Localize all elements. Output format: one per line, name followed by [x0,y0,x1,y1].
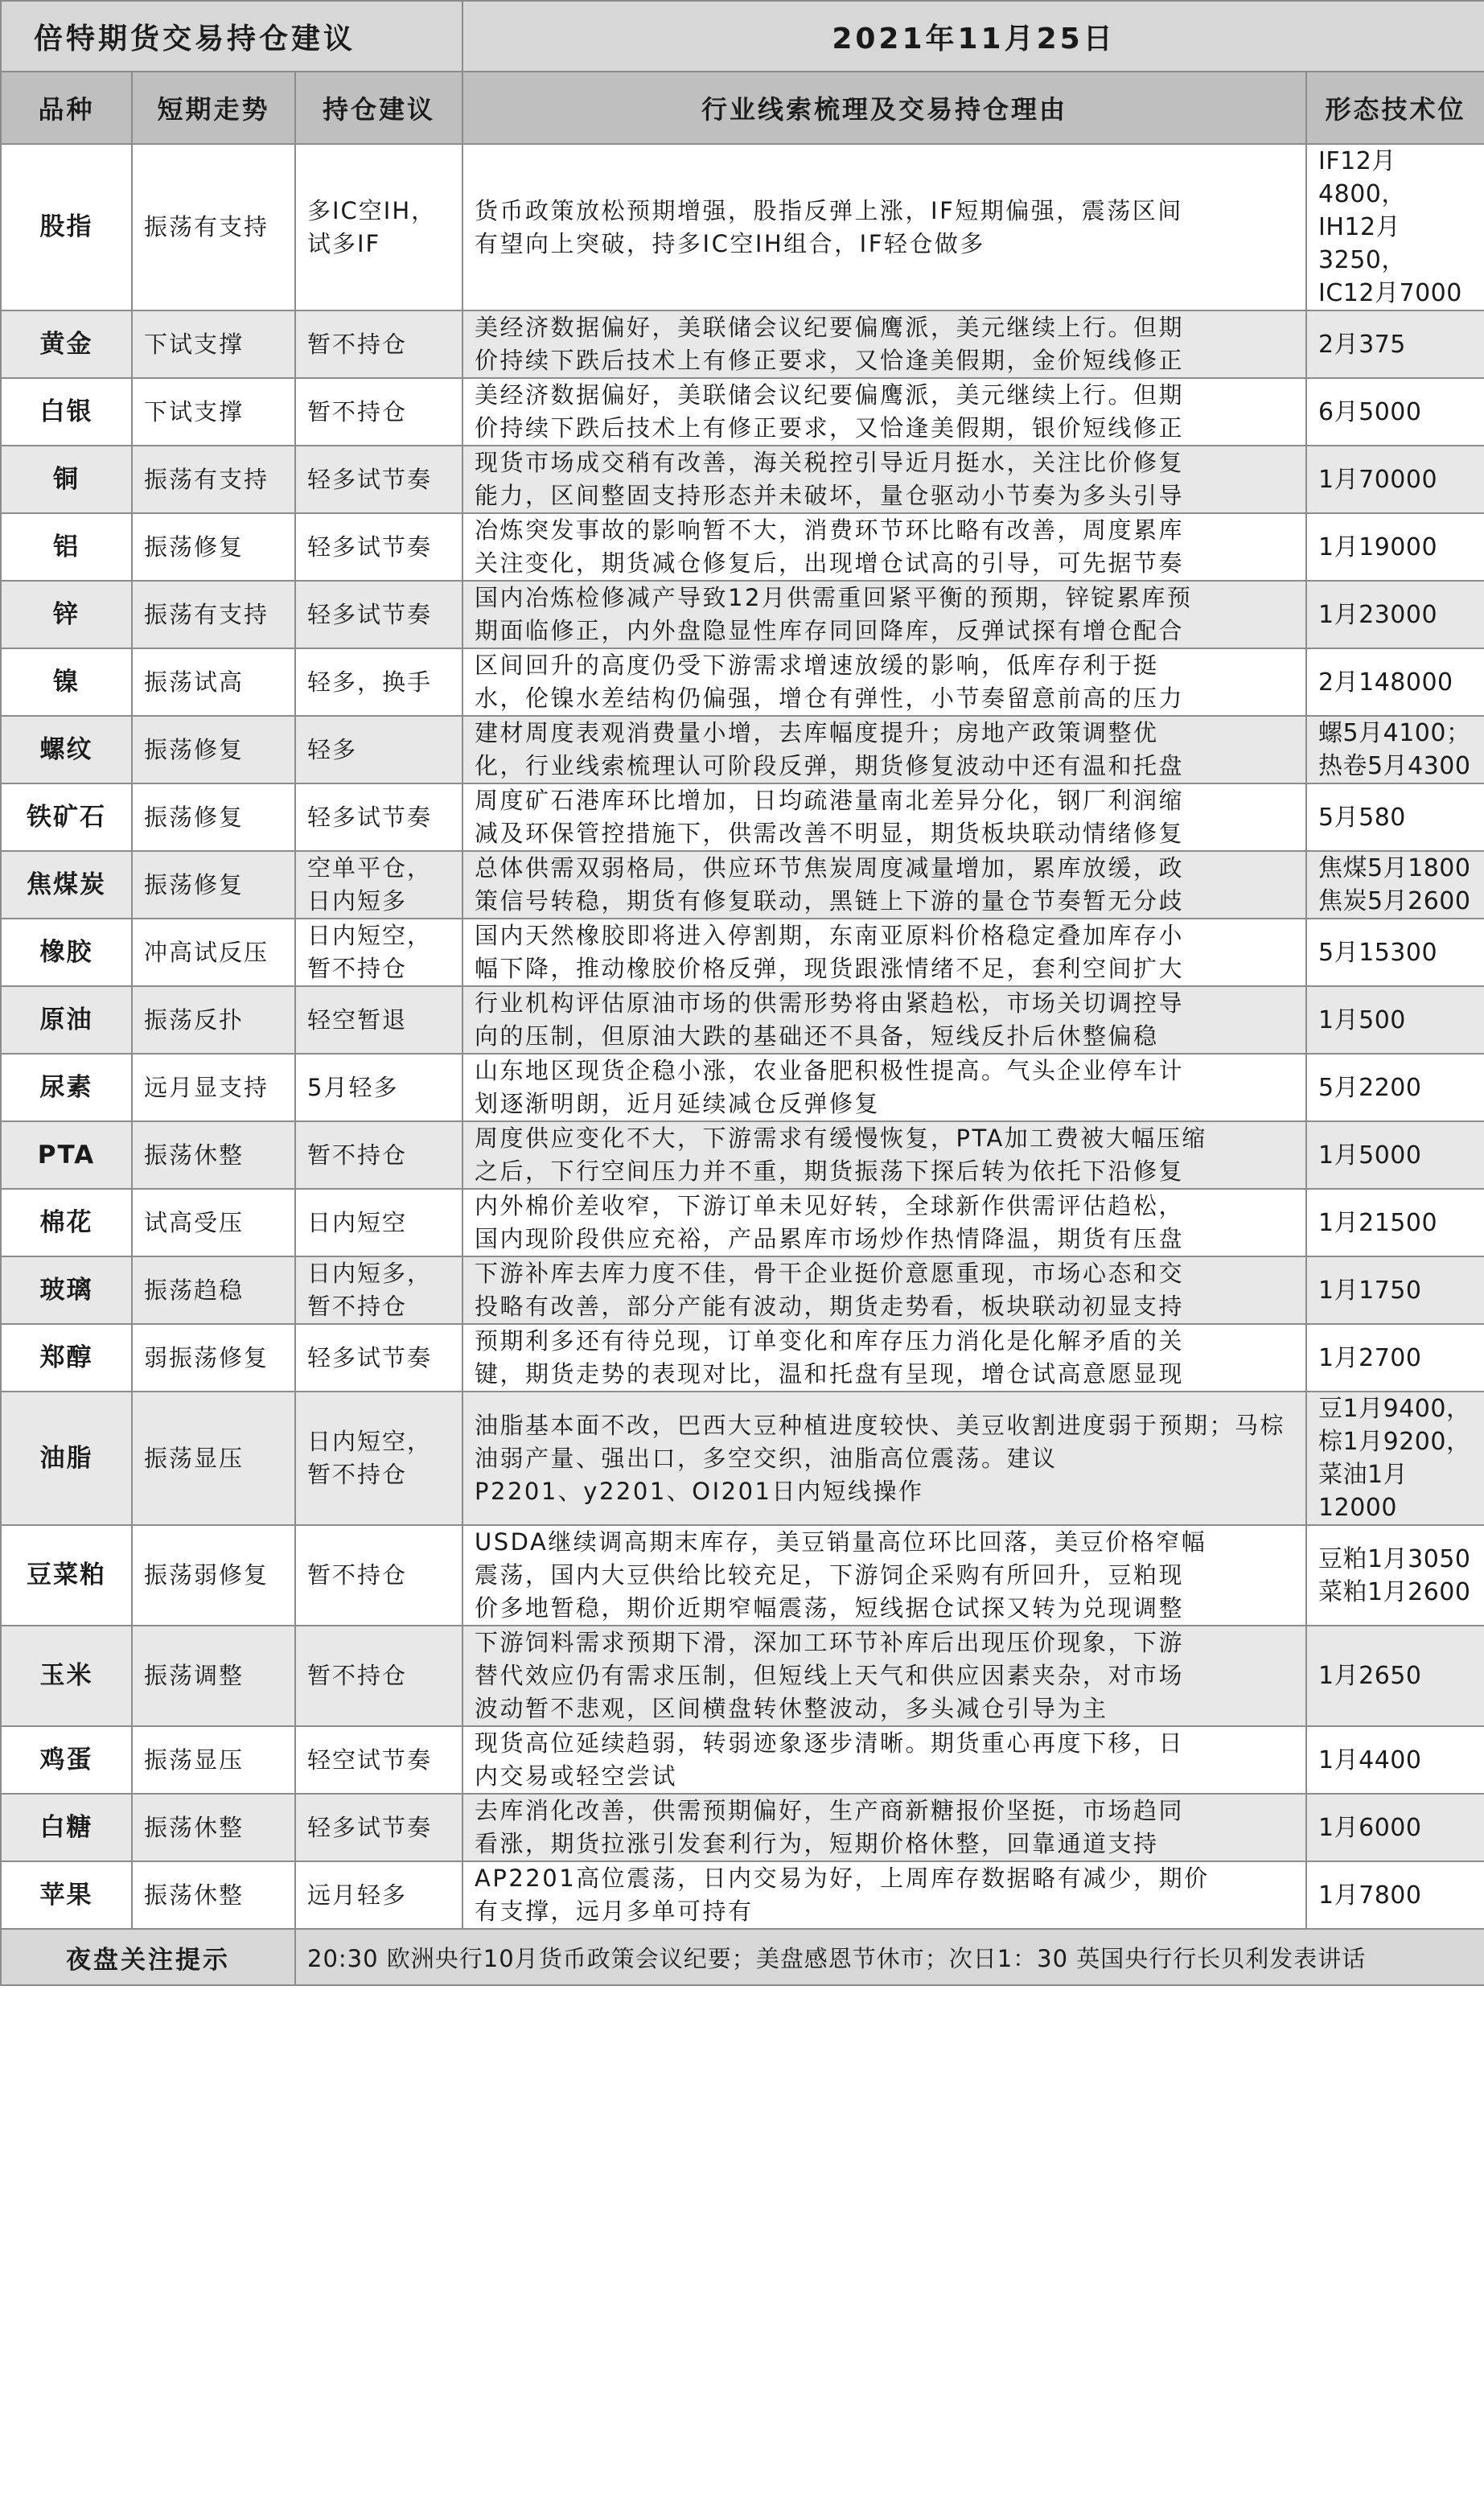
cell-name: 铜 [1,446,132,513]
cell-trend: 振荡休整 [132,1794,295,1861]
cell-tech: 豆粕1月3050 菜粕1月2600 [1306,1525,1484,1626]
cell-name: 锌 [1,581,132,648]
cell-reason: 国内天然橡胶即将进入停割期，东南亚原料价格稳定叠加库存小 幅下降，推动橡胶价格反弹，现货跟涨情绪不足，套利空间扩大 [462,919,1306,986]
cell-trend: 振荡修复 [132,851,295,919]
cell-reason: 现货市场成交稍有改善，海关税控引导近月挺水，关注比价修复 能力，区间整固支持形态并未破坏，量仓驱动小节奏为多头引导 [462,446,1306,513]
cell-reason: 去库消化改善，供需预期偏好，生产商新糖报价坚挺，市场趋同 看涨，期货拉涨引发套利行为，短期价格休整，回靠通道支持 [462,1794,1306,1861]
cell-advice: 轻多试节奏 [295,1794,462,1861]
cell-name: 螺纹 [1,716,132,783]
cell-tech: 1月4400 [1306,1726,1484,1794]
cell-name: 白糖 [1,1794,132,1861]
cell-reason: 冶炼突发事故的影响暂不大，消费环节环比略有改善，周度累库 关注变化，期货减仓修复后，出现增仓试高的引导，可先据节奏 [462,513,1306,581]
footer-row [1,1929,1484,1985]
cell-advice: 日内短空， 暂不持仓 [295,1392,462,1525]
cell-name: 焦煤炭 [1,851,132,919]
table-row [1,513,1484,581]
table-row [1,1794,1484,1861]
cell-advice: 轻多试节奏 [295,513,462,581]
cell-advice: 轻空试节奏 [295,1726,462,1794]
table-row [1,1861,1484,1929]
cell-advice: 轻多 [295,716,462,783]
cell-advice: 轻多试节奏 [295,783,462,851]
cell-reason: 内外棉价差收窄，下游订单未见好转，全球新作供需评估趋松， 国内现阶段供应充裕，产品累库市场炒作热情降温，期货有压盘 [462,1189,1306,1256]
cell-tech: 1月6000 [1306,1794,1484,1861]
header-row [1,72,1484,144]
cell-advice: 轻多试节奏 [295,446,462,513]
cell-reason: 货币政策放松预期增强，股指反弹上涨，IF短期偏强，震荡区间 有望向上突破，持多IC空IH组合，IF轻仓做多 [462,144,1306,310]
cell-reason: 周度矿石港库环比增加，日均疏港量南北差异分化，钢厂利润缩 减及环保管控措施下，供需改善不明显，期货板块联动情绪修复 [462,783,1306,851]
header-advice: 持仓建议 [295,72,462,144]
cell-tech: IF12月4800， IH12月3250， IC12月7000 [1306,144,1484,310]
cell-tech: 焦煤5月1800 焦炭5月2600 [1306,851,1484,919]
cell-advice: 日内短空， 暂不持仓 [295,919,462,986]
cell-trend: 远月显支持 [132,1054,295,1121]
table-row [1,783,1484,851]
cell-trend: 振荡有支持 [132,581,295,648]
cell-tech: 1月21500 [1306,1189,1484,1256]
table-row [1,144,1484,310]
table-row [1,1189,1484,1256]
table-row [1,446,1484,513]
cell-reason: 油脂基本面不改，巴西大豆种植进度较快、美豆收割进度弱于预期；马棕油弱产量、强出口，多空交织，油脂高位震荡。建议 P2201、y2201、OI201日内短线操作 [462,1392,1306,1525]
cell-trend: 振荡修复 [132,716,295,783]
cell-tech: 6月5000 [1306,378,1484,446]
cell-trend: 振荡修复 [132,783,295,851]
cell-advice: 5月轻多 [295,1054,462,1121]
cell-reason: 美经济数据偏好，美联储会议纪要偏鹰派，美元继续上行。但期 价持续下跌后技术上有修正要求，又恰逢美假期，金价短线修正 [462,310,1306,378]
cell-reason: 行业机构评估原油市场的供需形势将由紧趋松，市场关切调控导 向的压制，但原油大跌的基础还不具备，短线反扑后休整偏稳 [462,986,1306,1054]
cell-reason: 周度供应变化不大，下游需求有缓慢恢复，PTA加工费被大幅压缩 之后，下行空间压力并不重，期货振荡下探后转为依托下沿修复 [462,1121,1306,1189]
cell-advice: 暂不持仓 [295,1121,462,1189]
cell-trend: 下试支撑 [132,378,295,446]
cell-reason: 下游饲料需求预期下滑，深加工环节补库后出现压价现象，下游 替代效应仍有需求压制，但短线上天气和供应因素夹杂，对市场 波动暂不悲观，区间横盘转休整波动，多头减仓引导为主 [462,1626,1306,1726]
cell-advice: 日内短空 [295,1189,462,1256]
cell-name: 镍 [1,648,132,716]
cell-tech: 1月2650 [1306,1626,1484,1726]
cell-name: 铁矿石 [1,783,132,851]
cell-name: 白银 [1,378,132,446]
cell-advice: 空单平仓， 日内短多 [295,851,462,919]
cell-advice: 暂不持仓 [295,378,462,446]
cell-reason: 区间回升的高度仍受下游需求增速放缓的影响，低库存利于挺 水，伦镍水差结构仍偏强，增仓有弹性，小节奏留意前高的压力 [462,648,1306,716]
cell-advice: 轻多试节奏 [295,1324,462,1392]
cell-trend: 振荡趋稳 [132,1256,295,1324]
cell-tech: 1月7800 [1306,1861,1484,1929]
cell-trend: 振荡调整 [132,1626,295,1726]
cell-advice: 日内短多， 暂不持仓 [295,1256,462,1324]
cell-trend: 下试支撑 [132,310,295,378]
cell-tech: 5月580 [1306,783,1484,851]
table-row [1,1626,1484,1726]
cell-reason: 总体供需双弱格局，供应环节焦炭周度减量增加，累库放缓，政 策信号转稳，期货有修复联动，黑链上下游的量仓节奏暂无分歧 [462,851,1306,919]
cell-tech: 1月2700 [1306,1324,1484,1392]
cell-advice: 暂不持仓 [295,310,462,378]
footer-text: 20:30 欧洲央行10月货币政策会议纪要；美盘感恩节休市；次日1：30 英国央行行长贝利发表讲话 [295,1929,1484,1985]
cell-name: 棉花 [1,1189,132,1256]
table-row [1,1256,1484,1324]
header-tech: 形态技术位 [1306,72,1484,144]
cell-name: 铝 [1,513,132,581]
cell-reason: 山东地区现货企稳小涨，农业备肥积极性提高。气头企业停车计 划逐渐明朗，近月延续减仓反弹修复 [462,1054,1306,1121]
table-row [1,1392,1484,1525]
cell-reason: 美经济数据偏好，美联储会议纪要偏鹰派，美元继续上行。但期 价持续下跌后技术上有修正要求，又恰逢美假期，银价短线修正 [462,378,1306,446]
table-row [1,1726,1484,1794]
table-row [1,851,1484,919]
table-row [1,919,1484,986]
cell-tech: 1月5000 [1306,1121,1484,1189]
cell-trend: 振荡修复 [132,513,295,581]
cell-name: 郑醇 [1,1324,132,1392]
title-row [1,1,1484,72]
cell-advice: 暂不持仓 [295,1525,462,1626]
cell-name: 苹果 [1,1861,132,1929]
cell-tech: 1月19000 [1306,513,1484,581]
cell-advice: 轻多试节奏 [295,581,462,648]
cell-advice: 轻多，换手 [295,648,462,716]
cell-advice: 轻空暂退 [295,986,462,1054]
cell-name: PTA [1,1121,132,1189]
cell-reason: 预期利多还有待兑现，订单变化和库存压力消化是化解矛盾的关 键，期货走势的表现对比，温和托盘有呈现，增仓试高意愿显现 [462,1324,1306,1392]
cell-name: 尿素 [1,1054,132,1121]
cell-trend: 振荡显压 [132,1392,295,1525]
cell-tech: 1月70000 [1306,446,1484,513]
cell-name: 原油 [1,986,132,1054]
header-reason: 行业线索梳理及交易持仓理由 [462,72,1306,144]
cell-advice: 暂不持仓 [295,1626,462,1726]
cell-name: 橡胶 [1,919,132,986]
cell-advice: 远月轻多 [295,1861,462,1929]
header-name: 品种 [1,72,132,144]
table-row [1,1525,1484,1626]
cell-tech: 1月500 [1306,986,1484,1054]
cell-trend: 振荡试高 [132,648,295,716]
cell-tech: 螺5月4100； 热卷5月4300 [1306,716,1484,783]
cell-name: 玻璃 [1,1256,132,1324]
cell-name: 油脂 [1,1392,132,1525]
header-trend: 短期走势 [132,72,295,144]
cell-name: 玉米 [1,1626,132,1726]
table-row [1,310,1484,378]
cell-trend: 振荡反扑 [132,986,295,1054]
cell-trend: 冲高试反压 [132,919,295,986]
cell-reason: 国内冶炼检修减产导致12月供需重回紧平衡的预期，锌锭累库预 期面临修正，内外盘隐显性库存同回降库，反弹试探有增仓配合 [462,581,1306,648]
cell-trend: 振荡休整 [132,1121,295,1189]
cell-name: 鸡蛋 [1,1726,132,1794]
table-row [1,1121,1484,1189]
cell-tech: 豆1月9400， 棕1月9200， 菜油1月12000 [1306,1392,1484,1525]
cell-tech: 2月148000 [1306,648,1484,716]
table-row [1,581,1484,648]
cell-reason: 现货高位延续趋弱，转弱迹象逐步清晰。期货重心再度下移，日 内交易或轻空尝试 [462,1726,1306,1794]
table-row [1,1324,1484,1392]
cell-name: 豆菜粕 [1,1525,132,1626]
cell-trend: 振荡弱修复 [132,1525,295,1626]
table-row [1,378,1484,446]
table-row [1,986,1484,1054]
table-row [1,648,1484,716]
cell-trend: 振荡休整 [132,1861,295,1929]
sheet-date: 2021年11月25日 [462,1,1484,72]
cell-trend: 弱振荡修复 [132,1324,295,1392]
cell-trend: 振荡有支持 [132,446,295,513]
cell-reason: AP2201高位震荡，日内交易为好，上周库存数据略有减少，期价 有支撑，远月多单可持有 [462,1861,1306,1929]
cell-trend: 振荡有支持 [132,144,295,310]
cell-reason: USDA继续调高期末库存，美豆销量高位环比回落，美豆价格窄幅 震荡，国内大豆供给比较充足，下游饲企采购有所回升，豆粕现 价多地暂稳，期价近期窄幅震荡，短线据仓试探又转为兑现调整 [462,1525,1306,1626]
cell-reason: 建材周度表观消费量小增，去库幅度提升；房地产政策调整优 化，行业线索梳理认可阶段反弹，期货修复波动中还有温和托盘 [462,716,1306,783]
cell-name: 股指 [1,144,132,310]
sheet-title: 倍特期货交易持仓建议 [1,1,462,72]
cell-trend: 试高受压 [132,1189,295,1256]
cell-tech: 5月2200 [1306,1054,1484,1121]
cell-advice: 多IC空IH， 试多IF [295,144,462,310]
table-row [1,716,1484,783]
cell-reason: 下游补库去库力度不佳，骨干企业挺价意愿重现，市场心态和交 投略有改善，部分产能有波动，期货走势看，板块联动初显支持 [462,1256,1306,1324]
cell-name: 黄金 [1,310,132,378]
cell-tech: 2月375 [1306,310,1484,378]
footer-label: 夜盘关注提示 [1,1929,295,1985]
cell-tech: 5月15300 [1306,919,1484,986]
cell-tech: 1月1750 [1306,1256,1484,1324]
table-row [1,1054,1484,1121]
cell-tech: 1月23000 [1306,581,1484,648]
cell-trend: 振荡显压 [132,1726,295,1794]
